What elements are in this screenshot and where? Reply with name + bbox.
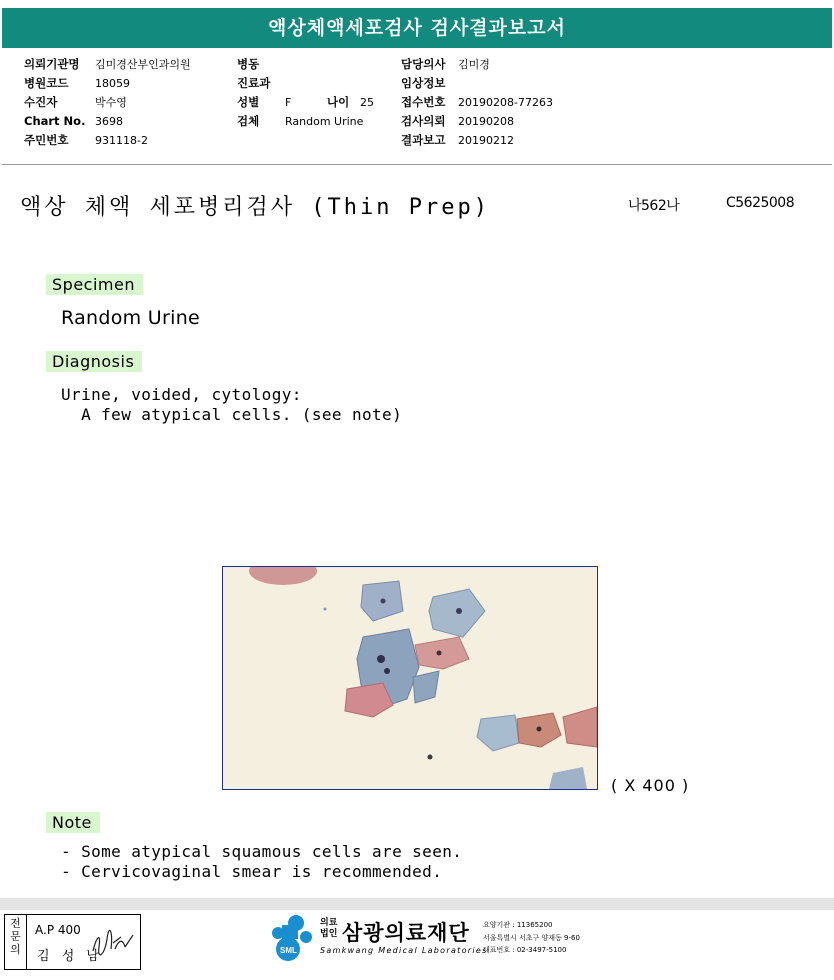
org-phone: 대표번호 : 02-3497-5100	[483, 946, 567, 954]
microscopy-image	[222, 566, 598, 790]
value-resident-no: 931118-2	[95, 134, 148, 147]
value-request-date: 20190208	[458, 115, 514, 128]
note-line-1: - Some atypical squamous cells are seen.	[61, 842, 463, 861]
header-col2	[237, 55, 374, 131]
value-chart-no: 3698	[95, 115, 123, 128]
stamp-side-label: 전 문 의	[5, 915, 27, 969]
org-name-korean: 삼광의료재단	[342, 921, 470, 945]
label-patient: 수진자	[24, 95, 58, 109]
report-title: 액상체액세포검사 검사결과보고서	[2, 8, 832, 48]
pathologist-stamp	[4, 914, 141, 970]
value-patient: 박수영	[95, 96, 127, 109]
signature-icon	[91, 929, 135, 959]
specimen-label: Specimen	[46, 274, 143, 295]
sml-logo-text: SML	[280, 946, 297, 955]
note-line-2: - Cervicovaginal smear is recommended.	[61, 862, 443, 881]
label-receipt-no: 접수번호	[401, 95, 446, 109]
value-report-date: 20190212	[458, 134, 514, 147]
label-chart-no: Chart No.	[24, 114, 86, 128]
exam-heading: 액상 체액 세포병리검사 (Thin Prep)	[20, 195, 490, 220]
org-address: 서울특별시 서초구 양재동 9-60	[483, 933, 580, 942]
label-resident-no: 주민번호	[24, 133, 69, 147]
label-clinical-info: 임상정보	[401, 76, 446, 90]
value-doctor: 김미경	[458, 58, 490, 71]
label-sex: 성별	[237, 95, 260, 109]
exam-code-1: 나562나	[628, 198, 680, 214]
label-doctor: 담당의사	[401, 57, 446, 71]
header-divider	[2, 164, 832, 165]
value-age: 25	[360, 96, 374, 109]
org-prefix: 의료 법인	[320, 918, 338, 939]
label-request-date: 검사의뢰	[401, 114, 446, 128]
header-col3	[401, 55, 553, 150]
diagnosis-label: Diagnosis	[46, 351, 142, 372]
label-specimen-type: 검체	[237, 114, 260, 128]
stamp-line-1: A.P 400	[35, 923, 81, 937]
sml-logo	[268, 913, 316, 967]
value-hospital-code: 18059	[95, 77, 130, 90]
specimen-value: Random Urine	[61, 307, 201, 329]
sml-logo-icon	[268, 913, 316, 963]
value-specimen-type: Random Urine	[285, 115, 364, 128]
label-ward: 병동	[237, 57, 260, 71]
value-sex: F	[285, 96, 292, 109]
diagnosis-line-2: A few atypical cells. (see note)	[61, 405, 403, 424]
stamp-line-2: 김 성 남	[37, 949, 103, 964]
label-institution: 의뢰기관명	[24, 57, 80, 71]
cytology-cells-illustration	[223, 567, 597, 789]
label-age: 나이	[327, 95, 350, 109]
org-code: 요양기관 : 11365200	[483, 921, 553, 929]
label-hospital-code: 병원코드	[24, 76, 69, 90]
diagnosis-line-1: Urine, voided, cytology:	[61, 385, 302, 404]
label-report-date: 결과보고	[401, 133, 446, 147]
magnification-label: ( X 400 )	[611, 776, 690, 795]
note-label: Note	[46, 812, 100, 833]
label-department: 진료과	[237, 76, 271, 90]
org-name-english: Samkwang Medical Laboratories	[320, 946, 488, 955]
header-col1	[24, 55, 191, 150]
exam-code-2: C5625008	[726, 195, 795, 211]
value-receipt-no: 20190208-77263	[458, 96, 553, 109]
value-institution: 김미경산부인과의원	[95, 58, 191, 71]
footer-band	[0, 898, 834, 910]
org-contact	[483, 919, 580, 957]
